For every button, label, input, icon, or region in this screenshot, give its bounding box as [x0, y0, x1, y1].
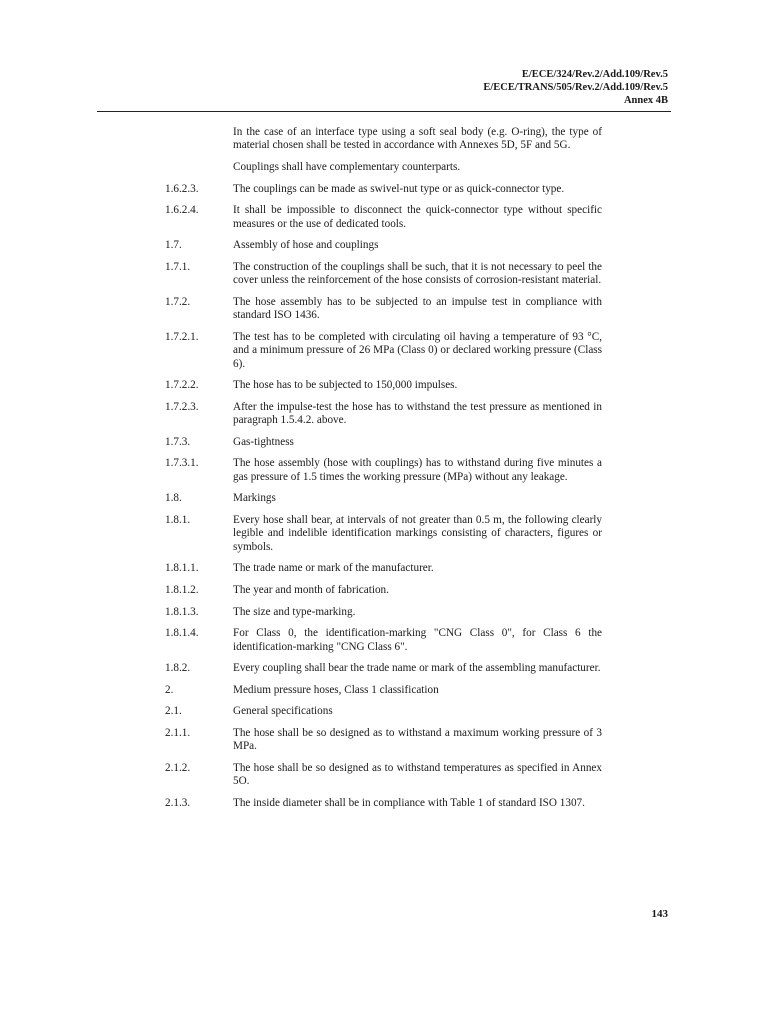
paragraph-number: 1.8.1.3.: [165, 605, 199, 618]
paragraph-number: 1.6.2.4.: [165, 204, 199, 217]
paragraph-number: 1.7.1.: [165, 260, 191, 273]
header-symbol-2: E/ECE/TRANS/505/Rev.2/Add.109/Rev.5: [483, 82, 668, 93]
paragraph-number: 2.: [165, 683, 174, 696]
paragraph-text: General specifications: [233, 705, 333, 718]
paragraph: [165, 261, 602, 288]
paragraph-number: 1.7.3.: [165, 435, 191, 448]
paragraph-number: 1.7.2.: [165, 295, 191, 308]
paragraph-number: 1.8.: [165, 492, 182, 505]
paragraph: [165, 204, 602, 231]
paragraph: [165, 457, 602, 484]
paragraph-text: Every coupling shall bear the trade name or mark of the assembling manufacturer.: [233, 662, 601, 675]
paragraph-text: Medium pressure hoses, Class 1 classification: [233, 683, 439, 696]
paragraph: [165, 762, 602, 789]
paragraph-text: For Class 0, the identification-marking "CNG Class 0", for Class 6 the identification-marking "CNG Class 6".: [233, 627, 602, 653]
paragraph: [165, 797, 602, 810]
paragraph-text: The hose assembly (hose with couplings) has to withstand during five minutes a gas pressure of 1.5 times the working pressure (MPa) without any leakage.: [233, 457, 602, 483]
paragraph-number: [165, 126, 233, 153]
paragraph: [165, 126, 602, 153]
page-number: 143: [651, 908, 668, 920]
paragraph-number: 1.8.1.1.: [165, 562, 199, 575]
paragraph-text: The inside diameter shall be in compliance with Table 1 of standard ISO 1307.: [233, 796, 585, 809]
paragraph-number: [165, 161, 233, 174]
paragraph: [165, 401, 602, 428]
paragraph: [165, 161, 602, 174]
paragraph-text: The hose shall be so designed as to withstand a maximum working pressure of 3 MPa.: [233, 726, 602, 753]
paragraph-text: In the case of an interface type using a soft seal body (e.g. O-ring), the type of material chosen shall be tested in accordance with Annexes 5D, 5F and 5G.: [233, 126, 602, 152]
paragraph-text: The year and month of fabrication.: [233, 583, 389, 596]
paragraph-text: The hose shall be so designed as to withstand temperatures as specified in Annex 5O.: [233, 761, 602, 788]
paragraph-number: 1.7.: [165, 239, 182, 252]
paragraph-text: It shall be impossible to disconnect the quick-connector type without specific measures or the use of dedicated tools.: [233, 204, 602, 230]
paragraph-number: 1.8.1.: [165, 513, 191, 526]
paragraph-text: Markings: [233, 492, 276, 505]
paragraph-text: The hose has to be subjected to 150,000 impulses.: [233, 379, 458, 392]
paragraph: [165, 514, 602, 554]
paragraph: [165, 296, 602, 323]
paragraph-number: 1.8.2.: [165, 662, 191, 675]
paragraph: [165, 331, 602, 371]
paragraph-number: 1.7.2.3.: [165, 400, 199, 413]
paragraph: [165, 727, 602, 754]
paragraph: [165, 239, 602, 252]
paragraph-number: 1.8.1.4.: [165, 627, 199, 640]
header-annex: Annex 4B: [623, 95, 668, 106]
paragraph: [165, 662, 602, 675]
document-header: [483, 68, 668, 107]
paragraph-text: After the impulse-test the hose has to withstand the test pressure as mentioned in paragraph 1.5.4.2. above.: [233, 400, 602, 427]
paragraph-number: 1.7.3.1.: [165, 457, 199, 470]
paragraph-number: 2.1.2.: [165, 761, 191, 774]
paragraph-number: 1.7.2.2.: [165, 379, 199, 392]
paragraph: [165, 584, 602, 597]
paragraph-number: 2.1.: [165, 705, 182, 718]
paragraph-text: The test has to be completed with circulating oil having a temperature of 93 °C, and a minimum pressure of 26 MPa (Class 0) or declared working pressure (Class 6).: [233, 330, 602, 370]
paragraph: [165, 562, 602, 575]
document-body: [165, 126, 602, 819]
paragraph: [165, 436, 602, 449]
paragraph-text: Couplings shall have complementary counterparts.: [233, 161, 461, 173]
paragraph-number: 1.6.2.3.: [165, 182, 199, 195]
paragraph: [165, 627, 602, 654]
paragraph-text: The hose assembly has to be subjected to an impulse test in compliance with standard ISO 1436.: [233, 295, 602, 322]
paragraph: [165, 492, 602, 505]
paragraph-text: Assembly of hose and couplings: [233, 239, 379, 252]
paragraph-number: 1.7.2.1.: [165, 330, 199, 343]
paragraph-text: Gas-tightness: [233, 435, 294, 448]
header-rule: [97, 111, 671, 112]
paragraph-text: The construction of the couplings shall be such, that it is not necessary to peel the cover unless the reinforcement of the hose consists of corrosion-resistant material.: [233, 260, 602, 287]
header-symbol-1: E/ECE/324/Rev.2/Add.109/Rev.5: [521, 69, 668, 80]
paragraph-number: 2.1.3.: [165, 796, 191, 809]
paragraph: [165, 606, 602, 619]
paragraph-number: 1.8.1.2.: [165, 583, 199, 596]
paragraph: [165, 183, 602, 196]
paragraph-text: Every hose shall bear, at intervals of not greater than 0.5 m, the following clearly legible and indelible identification markings consisting of characters, figures or symbols.: [233, 513, 602, 553]
paragraph-text: The size and type-marking.: [233, 605, 356, 618]
paragraph-number: 2.1.1.: [165, 726, 191, 739]
paragraph-text: The couplings can be made as swivel-nut type or as quick-connector type.: [233, 182, 565, 195]
paragraph: [165, 379, 602, 392]
paragraph-text: The trade name or mark of the manufacturer.: [233, 562, 434, 575]
paragraph: [165, 684, 602, 697]
paragraph: [165, 705, 602, 718]
